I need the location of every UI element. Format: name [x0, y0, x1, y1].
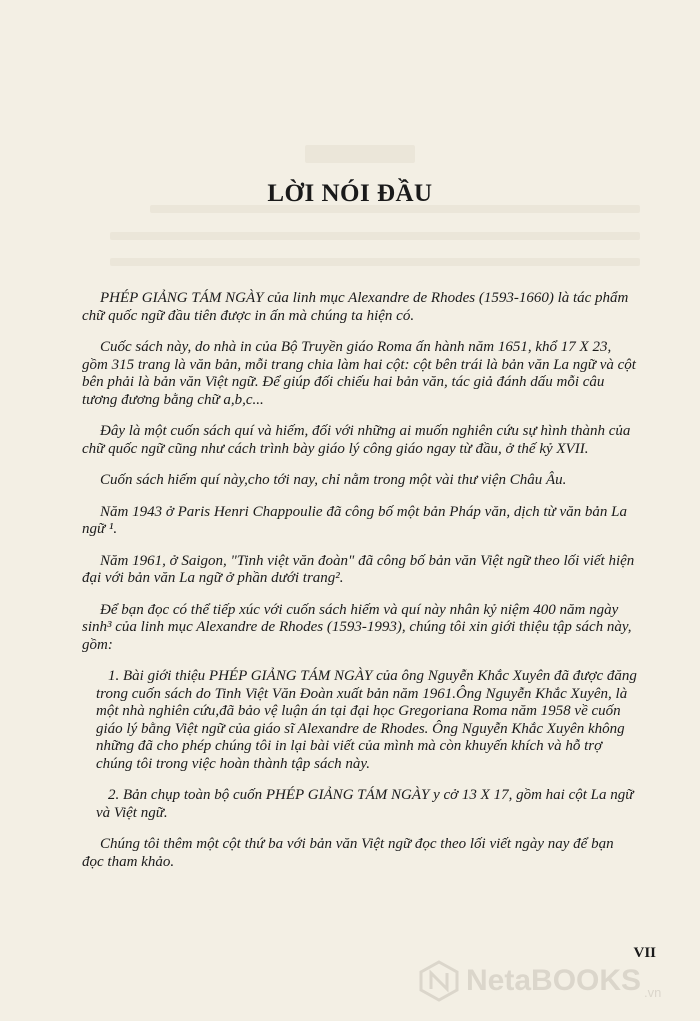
paragraph-2: Cuốc sách này, do nhà in của Bộ Truyền giáo Roma ấn hành năm 1651, khổ 17 X 23, gồm 315 trang là văn bản, mỗi trang chia làm hai cột: cột bên trái là bản văn La ngữ và cột bên phải là bản văn Việt ngữ. Để giúp đối chiếu hai bản văn, tác giả đánh dấu mỗi câu tương đương bằng chữ a,b,c...: [82, 339, 636, 408]
page-title: LỜI NÓI ĐẦU: [267, 180, 433, 207]
paragraph-6: Năm 1961, ở Saigon, "Tinh việt văn đoàn" đã công bố bản văn Việt ngữ theo lối viết hiện đại với bản văn La ngữ ở phần dưới trang².: [82, 552, 635, 586]
list-item-1: 1. Bài giới thiệu PHÉP GIẢNG TÁM NGÀY của ông Nguyễn Khắc Xuyên đã được đăng trong cuốn sách do Tinh Việt Văn Đoàn xuất bản năm 1961.Ông Nguyễn Khắc Xuyên, là một nhà nghiên cứu,đã bảo vệ luận án tại đại học Gregoriana Roma năm 1958 về cuốn giáo lý bằng Việt ngữ của giáo sĩ Alexandre de Rhodes. Ông Nguyễn Khắc Xuyên không những đã cho phép chúng tôi in lại bài viết của mình mà còn khuyến khích và hỗ trợ chúng tôi trong việc hoàn thành tập sách này.: [96, 668, 637, 772]
watermark-brand: NetaBOOKS: [466, 964, 642, 997]
netabooks-logo-icon: [418, 960, 460, 1002]
page-number: VII: [633, 945, 656, 961]
preface-body: [82, 290, 638, 885]
list-item-2: 2. Bản chụp toàn bộ cuốn PHÉP GIẢNG TÁM NGÀY y cở 13 X 17, gồm hai cột La ngữ và Việt ngữ.: [96, 787, 634, 821]
paragraph-1: PHÉP GIẢNG TÁM NGÀY của linh mục Alexandre de Rhodes (1593-1660) là tác phẩm chữ quốc ngữ đầu tiên được in ấn mà chúng ta hiện có.: [82, 290, 629, 324]
watermark: [418, 956, 688, 1006]
paragraph-3: Đây là một cuốn sách quí và hiếm, đối với những ai muốn nghiên cứu sự hình thành của chữ quốc ngữ cũng như cách trình bày giáo lý công giáo ngay từ đầu, ở thế kỷ XVII.: [82, 423, 631, 457]
paragraph-7: Để bạn đọc có thể tiếp xúc với cuốn sách hiếm và quí này nhân kỷ niệm 400 năm ngày sinh³ của linh mục Alexandre de Rhodes (1593-1993), chúng tôi xin giới thiệu tập sách này, gồm:: [82, 601, 632, 653]
paragraph-4: Cuốn sách hiếm quí này,cho tới nay, chỉ nằm trong một vài thư viện Châu Âu.: [100, 472, 567, 488]
watermark-suffix: .vn: [644, 985, 662, 1000]
paragraph-closing: Chúng tôi thêm một cột thứ ba với bản văn Việt ngữ đọc theo lối viết ngày nay để bạn đọc tham khảo.: [82, 836, 614, 870]
paragraph-5: Năm 1943 ở Paris Henri Chappoulie đã công bố một bản Pháp văn, dịch từ văn bản La ngữ ¹.: [82, 503, 627, 537]
